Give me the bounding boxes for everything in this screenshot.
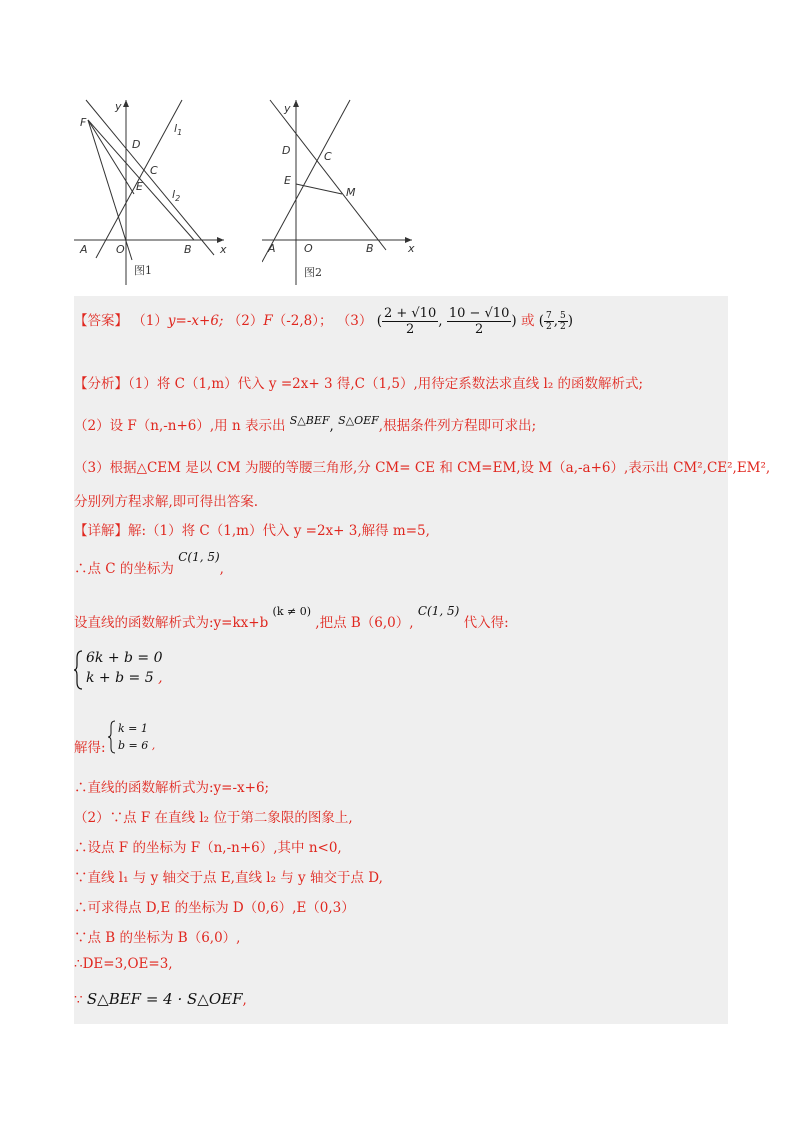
answer-line: 【答案】 （1）y=-x+6; （2）F（-2,8）； （3） ( $\frac{2 + √10}{2}$ , $\frac{10 - √10}{2}$ ) 或 ( $\frac{7}{2}$ , $\frac{5}{2}$ ) [74,306,574,337]
fig1-label-C: C [150,164,158,177]
fig2-label-O: O [304,242,313,255]
detail-line-7: （2）∵点 F 在直线 l₂ 位于第二象限的图象上, [74,810,353,826]
detail-line-8: ∴设点 F 的坐标为 F（n,-n+6）,其中 n<0, [74,840,342,856]
fig2-label-C: C [324,150,332,163]
detail-line-5: 解得: [74,740,106,756]
fig2-label-D: D [282,144,291,157]
analysis-line-4: 分别列方程求解,即可得出答案. [74,494,259,510]
fig2-label-x: x [408,242,415,255]
fig1-label-y: y [115,100,122,113]
detail-line-2: ∴点 C 的坐标为 C(1, 5), [74,550,224,577]
fig1-label-A: A [80,243,88,256]
answer-point-1: ( $\frac{2 + √10}{2}$ , $\frac{10 - √10}{2}$ ) [376,306,517,337]
fig1-label-E: E [136,180,143,193]
analysis-line-3: （3）根据△CEM 是以 CM 为腰的等腰三角形,分 CM= CE 和 CM=EM,设 M（a,-a+6）,表示出 CM²,CE²,EM², [74,460,771,476]
fig1-label-x: x [220,243,227,256]
detail-line-12: ∴DE=3,OE=3, [74,956,173,972]
fig1-label-D: D [132,138,141,151]
fig2-label-M: M [346,186,356,199]
fig1-label-l1: $l_1$ [174,122,183,137]
fig1-label-F: F [80,116,87,129]
brace-icon [74,650,84,690]
figure-2 [262,90,432,290]
detail-line-13: ∵ S△BEF = 4 · S△OEF, [74,990,247,1008]
detail-line-11: ∵点 B 的坐标为 B（6,0）, [74,930,241,946]
detail-line-6: ∴直线的函数解析式为:y=-x+6; [74,780,270,796]
fig1-label-O: O [116,243,125,256]
detail-line-1: 【详解】解:（1）将 C（1,m）代入 y =2x+ 3,解得 m=5, [74,523,430,539]
fig2-label-B: B [366,242,374,255]
fig2-label-E: E [284,174,291,187]
detail-line-3: 设直线的函数解析式为:y=kx+b $^{(k \ne 0)}$ ,把点 B（6,0）, C(1, 5) 代入得: [74,604,509,631]
fig2-caption: 图2 [304,266,322,279]
answer-point-2: ( $\frac{7}{2}$ , $\frac{5}{2}$ ) [538,311,574,332]
brace-icon [108,720,116,754]
fig1-label-l2: $l_2$ [172,188,181,203]
analysis-line-2: （2）设 F（n,-n+6）,用 n 表示出 $^{S\triangle BEF}$, $^{S\triangle OEF}$,根据条件列方程即可求出; [74,414,537,434]
fig2-label-A: A [268,242,276,255]
analysis-line-1: 【分析】（1）将 C（1,m）代入 y =2x+ 3 得,C（1,5）,用待定系数法求直线 l₂ 的函数解析式; [74,376,644,392]
fig1-label-B: B [184,243,192,256]
fig1-caption: 图1 [134,264,152,277]
answer-tag: 【答案】 [74,313,128,329]
detail-line-10: ∴可求得点 D,E 的坐标为 D（0,6）,E（0,3） [74,900,355,916]
detail-line-9: ∵直线 l₁ 与 y 轴交于点 E,直线 l₂ 与 y 轴交于点 D, [74,870,383,886]
figures [74,90,434,290]
fig2-label-y: y [284,102,291,115]
equation-system-2: k = 1 b = 6 , [108,720,155,754]
equation-system-1: 6k + b = 0 k + b = 5 , [74,648,163,688]
figure-1 [74,90,244,290]
